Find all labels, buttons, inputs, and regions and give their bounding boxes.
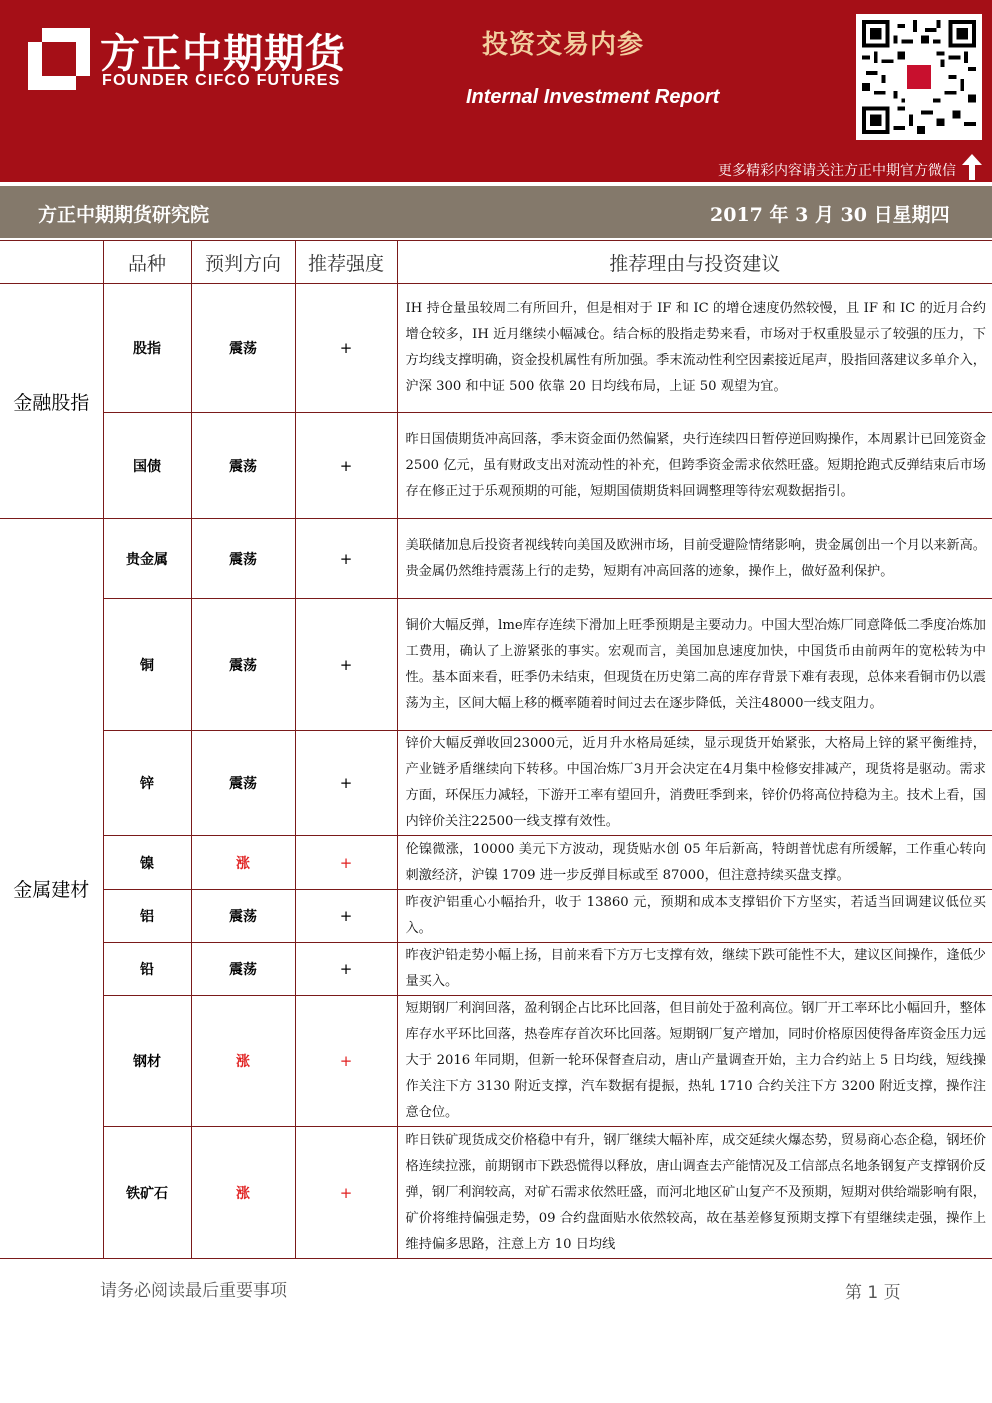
direction-cell: 震荡 (191, 284, 295, 413)
table-row (0, 1127, 992, 1259)
reason-cell: 昨夜沪铝重心小幅抬升，收于 13860 元，预期和成本支撑铝价下方坚实，若适当回调建议低位买入。 (397, 890, 992, 943)
reason-cell: 昨夜沪铅走势小幅上扬，目前来看下方万七支撑有效，继续下跌可能性不大，建议区间操作，逢低少量买入。 (397, 943, 992, 996)
variety-cell: 铁矿石 (103, 1127, 191, 1259)
strength-cell: + (295, 519, 397, 599)
variety-cell: 镍 (103, 836, 191, 890)
table-row (0, 519, 992, 599)
header-blank (0, 241, 103, 284)
reason-cell: 昨日铁矿现货成交价格稳中有升，钢厂继续大幅补库，成交延续火爆态势，贸易商心态企稳，钢坯价格连续拉涨，前期钢市下跌恐慌得以释放，唐山调查去产能情况及工信部点名地条钢复产支撑钢价反弹，钢厂利润较高，对矿石需求依然旺盛，而河北地区矿山复产不及预期，短期对供给端影响有限，矿价将维持偏强走势，09 合约盘面贴水依然较高，故在基差修复预期支撑下有望继续走强，操作上维持偏多思路，注意上方 10 日均线 (397, 1127, 992, 1259)
arrow-up-icon (962, 154, 982, 180)
table-row (0, 284, 992, 413)
follow-wechat-text: 更多精彩内容请关注方正中期官方微信 (718, 163, 956, 179)
page-number: 第 1 页 (845, 1283, 901, 1303)
reason-cell: 铜价大幅反弹，lme库存连续下滑加上旺季预期是主要动力。中国大型冶炼厂同意降低二季度冶炼加工费用，确认了上游紧张的事实。宏观而言，美国加息速度加快，中国货币由前两年的宽松转为中性。基本面来看，旺季仍未结束，但现货在历史第二高的库存背景下难有表现，总体来看铜市仍以震荡为主，区间大幅上移的概率随着时间过去在逐步降低，关注48000一线支阻力。 (397, 599, 992, 731)
variety-cell: 铝 (103, 890, 191, 943)
wechat-qr-code (856, 14, 982, 140)
reason-cell: IH 持仓量虽较周二有所回升，但是相对于 IF 和 IC 的增仓速度仍然较慢，且 IF 和 IC 的近月合约增仓较多，IH 近月继续小幅减仓。结合标的股指走势来看，市场对于权重股显示了较强的压力，下方均线支撑明确，资金投机属性有所加强。季末流动性利空因素接近尾声，股指回落建议多单介入，沪深 300 和中证 500 依靠 20 日均线布局，上证 50 观望为宜。 (397, 284, 992, 413)
direction-cell: 震荡 (191, 519, 295, 599)
variety-cell: 钢材 (103, 996, 191, 1127)
table-row (0, 890, 992, 943)
strength-cell: + (295, 731, 397, 836)
category-finance: 金融股指 (0, 284, 103, 519)
variety-cell: 国债 (103, 413, 191, 519)
direction-cell: 震荡 (191, 943, 295, 996)
table-row (0, 731, 992, 836)
report-title-cn: 投资交易内参 (482, 30, 645, 60)
strength-cell: + (295, 1127, 397, 1259)
header-direction: 预判方向 (191, 241, 295, 284)
strength-cell: + (295, 836, 397, 890)
variety-cell: 锌 (103, 731, 191, 836)
variety-cell: 铅 (103, 943, 191, 996)
header-reason: 推荐理由与投资建议 (397, 241, 992, 284)
strength-cell: + (295, 599, 397, 731)
recommendation-table (0, 240, 992, 1259)
direction-cell: 震荡 (191, 890, 295, 943)
reason-cell: 昨日国债期货冲高回落，季末资金面仍然偏紧，央行连续四日暂停逆回购操作，本周累计已回笼资金 2500 亿元，虽有财政支出对流动性的补充，但跨季资金需求依然旺盛。短期抢跑式反弹结束后市场存在修正过于乐观预期的可能，短期国债期货料回调整理等待宏观数据指引。 (397, 413, 992, 519)
header-strength: 推荐强度 (295, 241, 397, 284)
direction-cell: 震荡 (191, 731, 295, 836)
direction-cell: 涨 (191, 1127, 295, 1259)
institute-name: 方正中期期货研究院 (38, 204, 210, 226)
reason-cell: 美联储加息后投资者视线转向美国及欧洲市场，目前受避险情绪影响，贵金属创出一个月以来新高。贵金属仍然维持震荡上行的走势，短期有冲高回落的迹象，操作上，做好盈利保护。 (397, 519, 992, 599)
category-metals: 金属建材 (0, 519, 103, 1259)
direction-cell: 震荡 (191, 413, 295, 519)
brand-name-cn: 方正中期期货 (100, 31, 346, 77)
table-row (0, 996, 992, 1127)
variety-cell: 贵金属 (103, 519, 191, 599)
reason-cell: 短期钢厂利润回落，盈利钢企占比环比回落，但目前处于盈利高位。钢厂开工率环比小幅回升，整体库存水平环比回落，热卷库存首次环比回落。短期钢厂复产增加，同时价格原因使得备库资金压力远大于 2016 年同期，但新一轮环保督查启动，唐山产量调查开始，主力合约站上 5 日均线，短线操作关注下方 3130 附近支撑，汽车数据有提振，热轧 1710 合约关注下方 3200 附近支撑，操作注意仓位。 (397, 996, 992, 1127)
strength-cell: + (295, 943, 397, 996)
reason-cell: 锌价大幅反弹收回23000元，近月升水格局延续，显示现货开始紧张，大格局上锌的紧平衡维持，产业链矛盾继续向下转移。中国冶炼厂3月开会决定在4月集中检修安排减产，现货将是驱动。需求方面，环保压力减轻，下游开工率有望回升，消费旺季到来，锌价仍将高位持稳为主。技术上看，国内锌价关注22500一线支撑有效性。 (397, 731, 992, 836)
direction-cell: 涨 (191, 996, 295, 1127)
footer-notice: 请务必阅读最后重要事项 (100, 1281, 287, 1301)
qr-code-icon (862, 20, 976, 134)
variety-cell: 股指 (103, 284, 191, 413)
table-row (0, 599, 992, 731)
direction-cell: 震荡 (191, 599, 295, 731)
founder-logo-icon (28, 28, 90, 90)
report-date: 2017 年 3 月 30 日星期四 (710, 204, 950, 226)
direction-cell: 涨 (191, 836, 295, 890)
report-title-en: Internal Investment Report (466, 86, 720, 108)
brand-name-en: FOUNDER CIFCO FUTURES (102, 72, 341, 89)
table-header-row (0, 241, 992, 284)
strength-cell: + (295, 413, 397, 519)
reason-cell: 伦镍微涨，10000 美元下方波动，现货贴水创 05 年后新高，特朗普忧虑有所缓解，工作重心转向刺激经济，沪镍 1709 进一步反弹目标或至 87000，但注意持续买盘支撑。 (397, 836, 992, 890)
strength-cell: + (295, 890, 397, 943)
table-row (0, 943, 992, 996)
table-row (0, 413, 992, 519)
variety-cell: 铜 (103, 599, 191, 731)
table-row (0, 836, 992, 890)
strength-cell: + (295, 996, 397, 1127)
header-variety: 品种 (103, 241, 191, 284)
strength-cell: + (295, 284, 397, 413)
